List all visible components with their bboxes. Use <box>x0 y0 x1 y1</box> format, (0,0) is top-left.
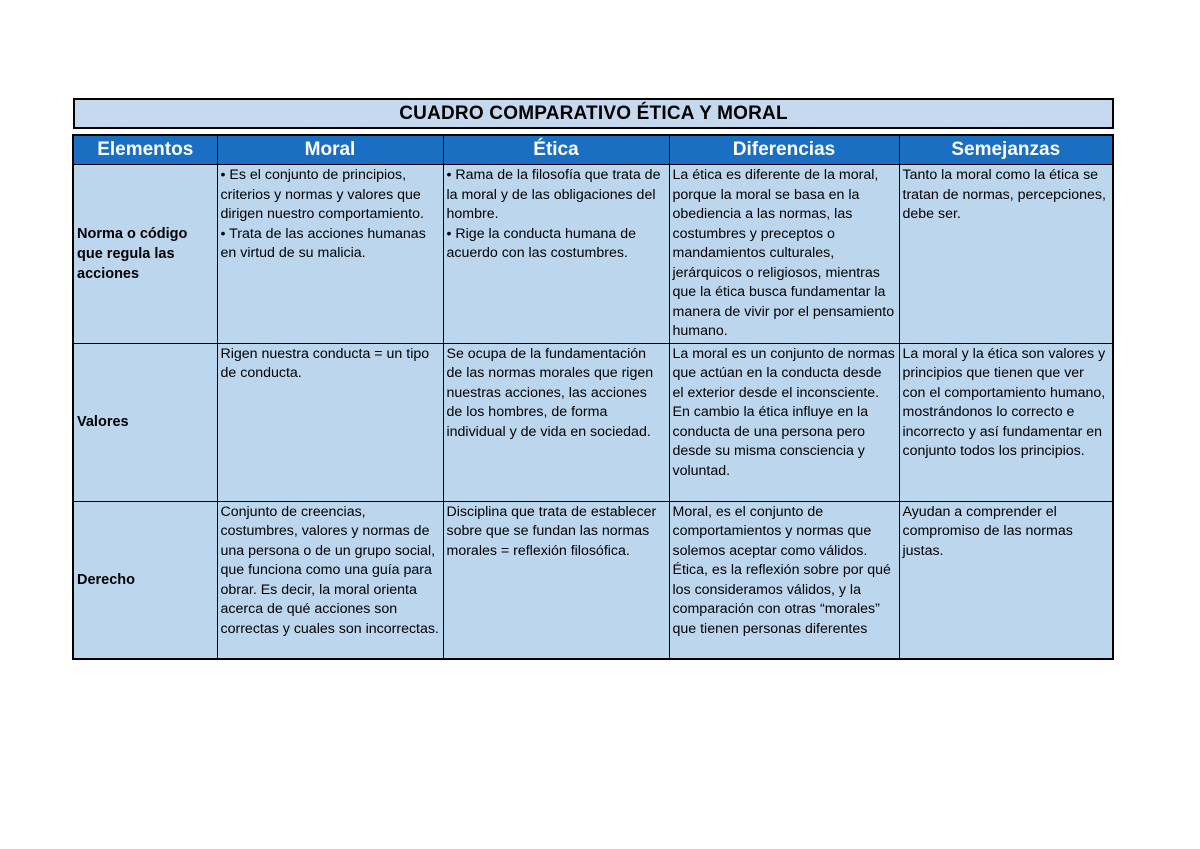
moral-text: Conjunto de creencias, costumbres, valores y normas de una persona o de un grupo social, que funciona como una guía para obrar. Es decir, la moral orienta acerca de qué acciones son correctas y cuales son incorrectas. <box>220 503 439 637</box>
moral-cell <box>217 343 443 501</box>
diferencias-cell: La moral es un conjunto de normas que actúan en la conducta desde el exterior desde el inconsciente. En cambio la ética influye en la conducta de una persona pero desde su misma consciencia y voluntad. <box>669 343 899 501</box>
moral-text: Rigen nuestra conducta = un tipo de conducta. <box>220 345 430 381</box>
moral-bullet: • Es el conjunto de principios, criterios y normas y valores que dirigen nuestro comportamiento. <box>220 167 424 222</box>
table-row <box>73 501 1113 659</box>
diferencias-cell: La ética es diferente de la moral, porque la moral se basa en la obediencia a las normas, las costumbres y preceptos o mandamientos culturales, jerárquicos o religiosos, mientras que la ética busca fundamentar la manera de vivir por el pensamiento humano. <box>669 165 899 344</box>
element-label: Norma o código que regula las acciones <box>73 165 217 344</box>
comparison-table <box>72 134 1114 660</box>
diferencias-cell: Moral, es el conjunto de comportamientos y normas que solemos aceptar como válidos. Ética, es la reflexión sobre por qué los consideramos válidos, y la comparación con otras “morales” que tienen personas diferentes <box>669 501 899 659</box>
header-moral: Moral <box>217 135 443 165</box>
header-diferencias: Diferencias <box>669 135 899 165</box>
etica-cell <box>443 165 669 344</box>
element-label: Valores <box>73 343 217 501</box>
header-elementos: Elementos <box>73 135 217 165</box>
header-etica: Ética <box>443 135 669 165</box>
table-row <box>73 343 1113 501</box>
semejanzas-cell: Tanto la moral como la ética se tratan de normas, percepciones, debe ser. <box>899 165 1113 344</box>
etica-text: Se ocupa de la fundamentación de las normas morales que rigen nuestras acciones, las acciones de los hombres, de forma individual y de vida en sociedad. <box>446 345 654 440</box>
moral-cell <box>217 165 443 344</box>
table-title: CUADRO COMPARATIVO ÉTICA Y MORAL <box>73 98 1114 129</box>
etica-bullet: • Rama de la filosofía que trata de la moral y de las obligaciones del hombre. <box>446 167 661 222</box>
semejanzas-cell: Ayudan a comprender el compromiso de las normas justas. <box>899 501 1113 659</box>
header-semejanzas: Semejanzas <box>899 135 1113 165</box>
table-row <box>73 165 1113 344</box>
header-row <box>73 135 1113 165</box>
moral-bullet: • Trata de las acciones humanas en virtud de su malicia. <box>220 225 426 261</box>
etica-bullet: • Rige la conducta humana de acuerdo con las costumbres. <box>446 225 637 261</box>
etica-cell <box>443 501 669 659</box>
moral-cell <box>217 501 443 659</box>
etica-cell <box>443 343 669 501</box>
element-label: Derecho <box>73 501 217 659</box>
semejanzas-cell: La moral y la ética son valores y principios que tienen que ver con el comportamiento humano, mostrándonos lo correcto e incorrecto y así fundamentar en conjunto todos los principios. <box>899 343 1113 501</box>
etica-text: Disciplina que trata de establecer sobre que se fundan las normas morales = reflexión filosófica. <box>446 503 657 559</box>
